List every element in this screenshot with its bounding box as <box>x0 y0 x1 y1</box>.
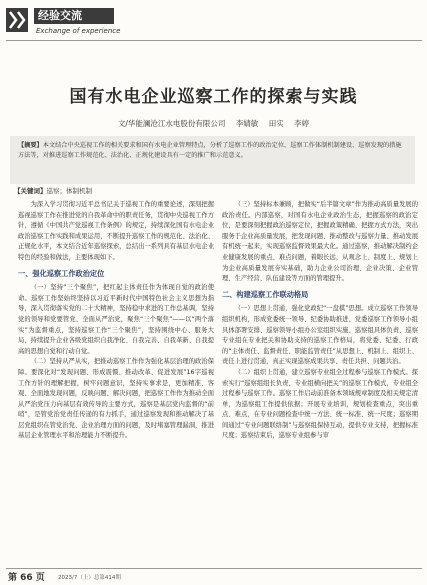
paragraph: （一）思想上贯通，强化党政纪“一盘棋”思想。成立巡察工作领导组织机构，形成党委统一领导、纪委协助推进、党委巡察工作领导小组具体部署安排、巡察领导小组办公室组织实施、巡察组具体负责、巡察专业组在专业把关和协助支持的巡察工作格局，将党委、纪委、行政的“主体责任、监督责任、职能监管责任”从思想上、机制上、组织上、责任上进行贯通，真正实现巡察成果共享、责任共担、问题共治。 <box>222 305 418 366</box>
section-title: 经验交流 <box>38 9 82 22</box>
abstract-label: 【摘要】 <box>18 142 43 149</box>
section-subtitle: Exchange of experience <box>36 27 121 35</box>
abstract-text: 本文结合中央巡视工作的相关要求和国有水电企业管理特点，分析了巡察工作的政治定位、巡察工作体制机制建设、巡察发现的措施方法等，对推进巡察工作规范化、法治化、正规化建设具有一定的推广和示范意义。 <box>18 142 402 159</box>
paragraph: （二）坚持从严从实，把推动巡察工作作为强化基层治理的政治保障。要深化对“发现问题、形成震慑、推动改革、促进发展”16字巡视工作方针的理解把握，树牢问题意识，坚持实事求是，更加精准、客观、全面地发现问题，反映问题、解决问题，把巡察工作作为推动全面从严治党压力向基层有效传导的主要方式，巡察是基层党内监督的“前哨”，是管党治党责任传递的有力抓手，通过巡察发现和推动解决了基层党组织在管党治党、企业治理方面的问题，及时堵塞管理漏洞，推进基层企业管理水平和治理能力不断提升。 <box>18 358 214 440</box>
paragraph: （一）坚持“三个聚焦”，把红起主体责任作为体现自觉的政治使命。巡察工作坚始终坚持以习近平新时代中国特色社会主义思想为指导，深入贯彻落实党的二十大精神，坚持稳中求进的工作总基调，坚持党的领导和党要管党、全面从严治党，聚焦“三个聚焦”——以“两个落实”为监督重点，坚持巡察工作“三个聚焦”，坚持围绕中心、服务大局，持续提升企业各级党组织自我净化、自我完善、自我革新、自我提高的思想自觉和行动自觉。 <box>18 284 214 355</box>
author-name: 李婧敏 <box>235 119 259 128</box>
page-footer <box>0 568 427 585</box>
issue-info: 2023/7（上）总第414期 <box>58 575 121 581</box>
header-divider <box>6 40 422 41</box>
page-number: 第 66 页 <box>8 573 45 583</box>
author-org: 文/华能澜沧江水电股份有限公司 <box>117 119 226 128</box>
section-heading-2: 二、构建巡察工作联动格局 <box>222 289 309 299</box>
page-header <box>0 0 427 46</box>
left-column <box>18 200 214 442</box>
footer-divider <box>6 568 422 569</box>
keywords-text: 巡察；体制机制 <box>46 187 92 195</box>
author-name: 田实 <box>268 119 284 128</box>
section-heading-1: 一、强化巡察工作政治定位 <box>18 268 105 278</box>
keywords <box>14 186 92 195</box>
paragraph: （二）组织上贯通，建立巡察专业组全过程参与巡察工作模式。探索实行“巡察组组长负责、专业组横向把关”的巡察工作模式，专业组全过程参与巡察工作。巡察工作启动前准备本领域规章制度及相关规定清单，为巡察组工作提供依据；开展专业培训，规划检查重点，突出重点、难点，在专业问题检查中统一方法、统一标准、统一尺度；巡察期间通过“专业问题联络制”与巡察组保持互动，提供专业支持，把握标准尺度；巡察结束后，巡察专业组参与审 <box>222 368 418 440</box>
journal-logo-icon <box>6 8 28 32</box>
intro-paragraph: 为深入学习贯彻习近平总书记关于巡视工作的重要论述，深刻把握巡视巡察工作在推进党的自我革命中的职责任务，贯彻中央巡视工作方针，遵循《中国共产党巡视工作条例》的规定，持续深化国有水电企业政治巡察工作实践和成果运用，不断提升巡察工作的规范化、法治化、正规化水平，本文结合近年巡察探索，总结出一系列具有基层水电企业特色的经验和做法，主要体现如下。 <box>18 201 214 261</box>
right-column <box>222 200 418 442</box>
author-name: 李婷 <box>294 119 310 128</box>
abstract-box <box>10 136 415 184</box>
paragraph: （三）坚持标本兼顾，把做实“后半篇文章”作为推动高质量发展的政治责任。内部巡察，对国有水电企业政治生态，把握巡察的政治定位，是要深刻把握政治巡察定位，把握政策精确、把握方式方法，突出服务于企业高质量发展，把发现问题、推动整改与巡察力量、推动发展有机统一起来，实现巡察监督效果最大化。通过巡察，推动解决制约企业健康发展的重点、难点问题，着眼长远，从观念上、制度上、规划上为企业高质量发展夯实基础，助力企业公司治理、企业决策、企业管理、生产经营、队伍建设等方面的管理提升。 <box>222 201 418 283</box>
keywords-label: 【关键词】 <box>14 187 47 195</box>
author-line <box>0 118 427 129</box>
article-title: 国有水电企业巡察工作的探索与实践 <box>69 87 358 107</box>
